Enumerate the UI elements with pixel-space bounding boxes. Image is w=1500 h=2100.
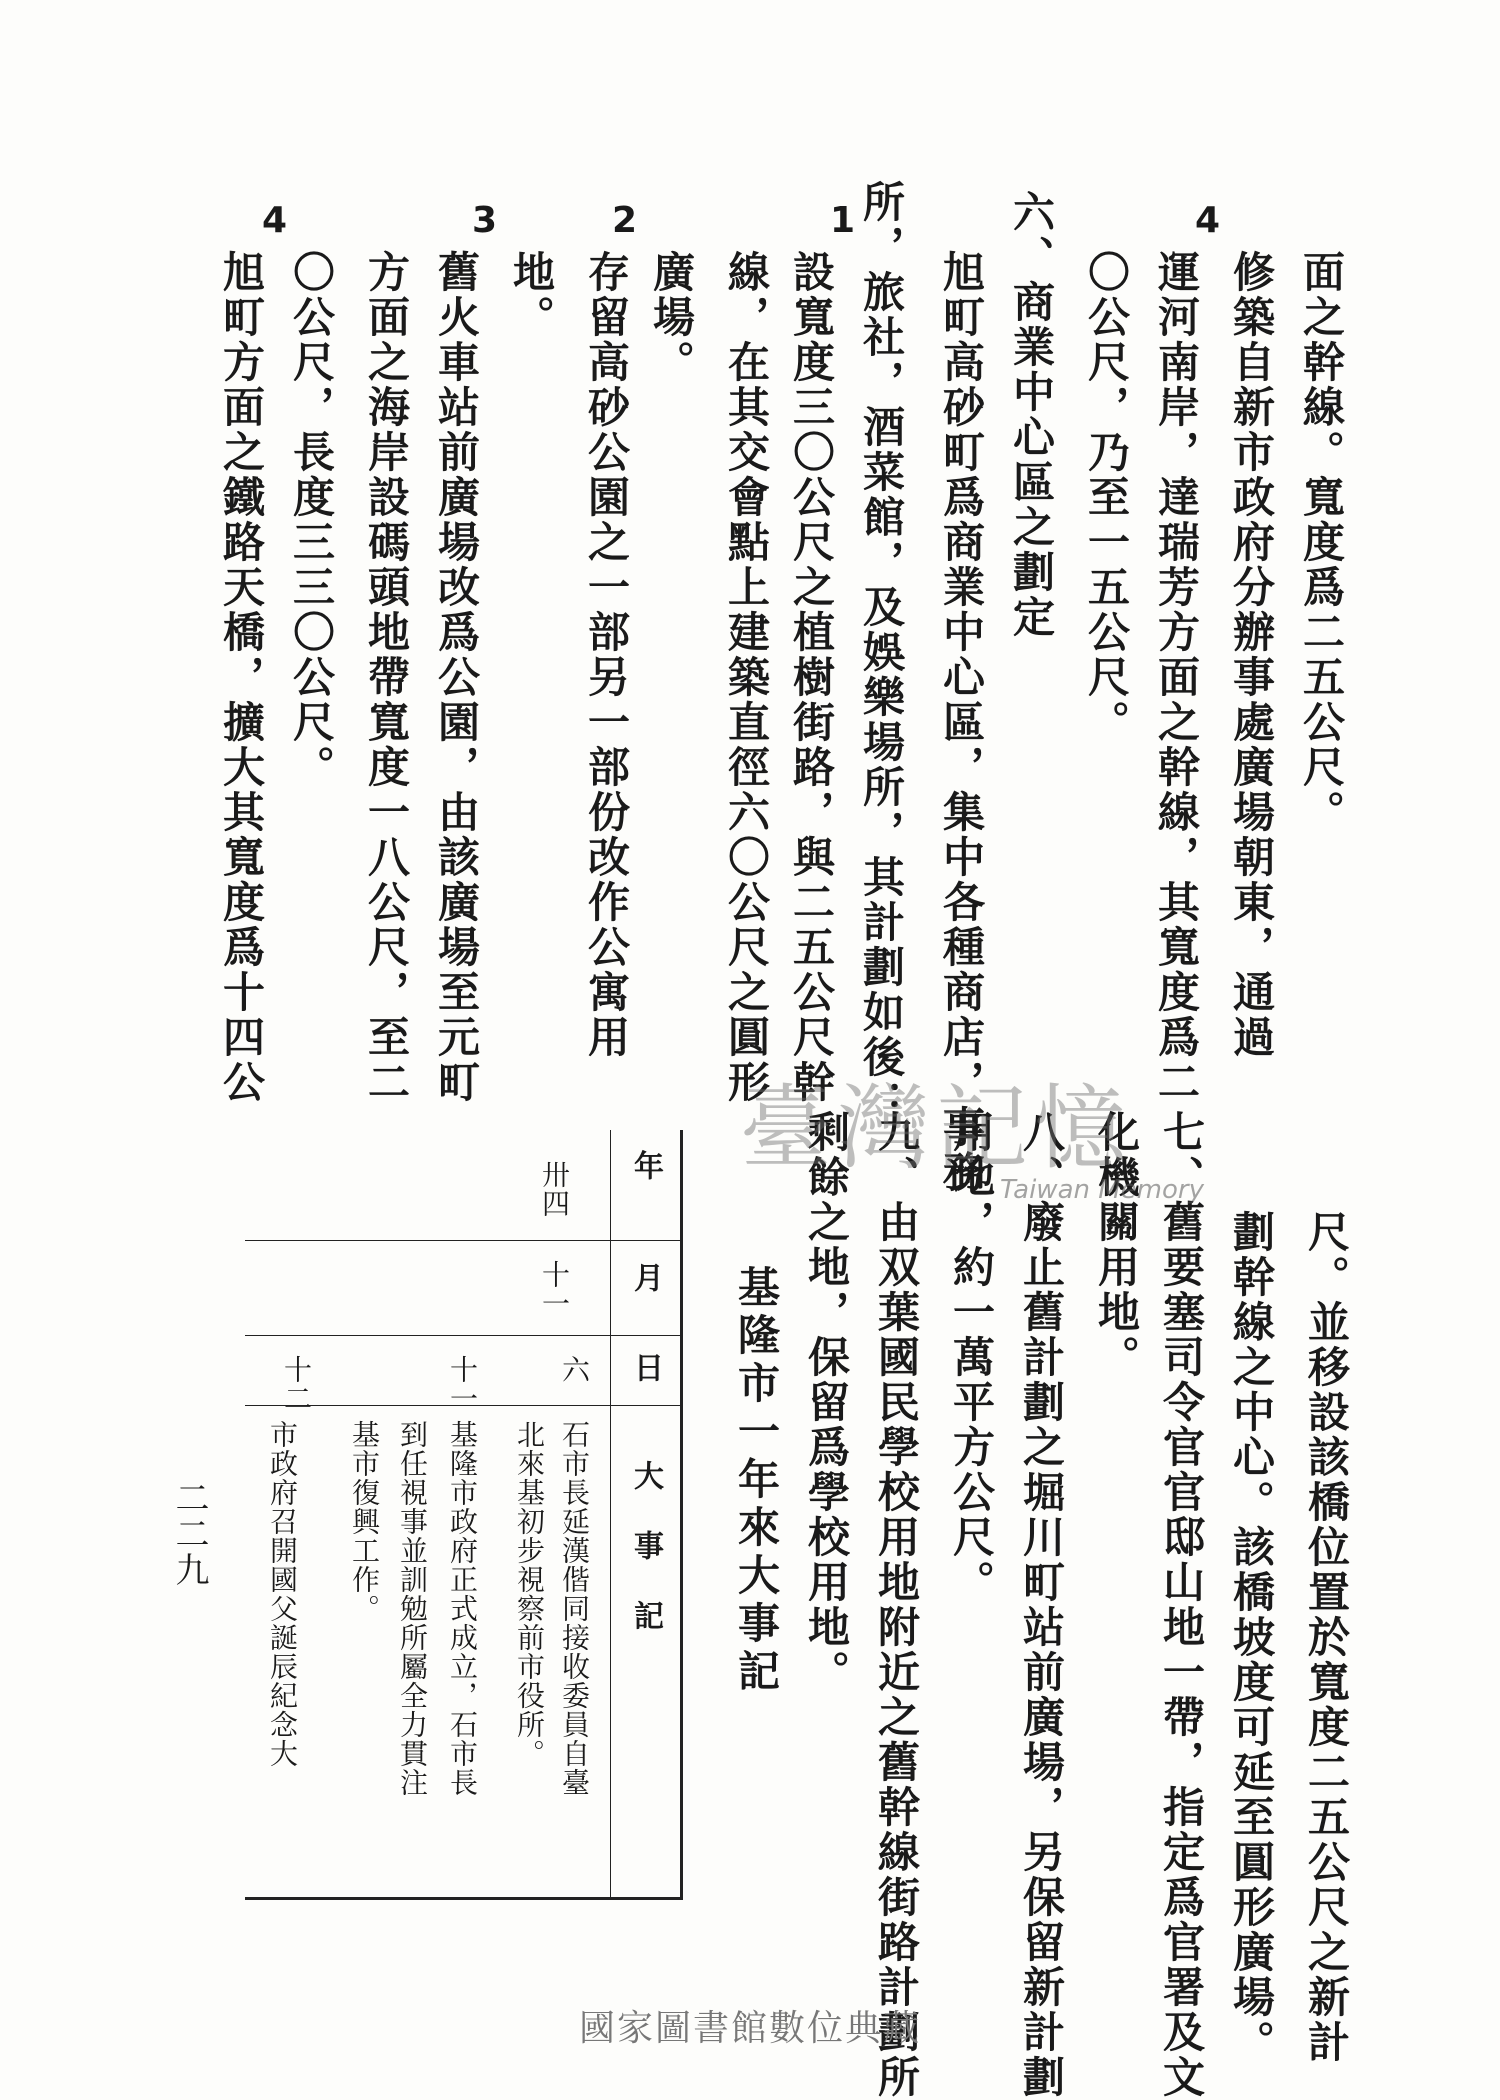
text-column: 地。 <box>507 250 556 340</box>
table-rule <box>245 1335 681 1336</box>
text-column: 化機關用地。 <box>1092 1110 1141 1380</box>
table-rule <box>245 1240 681 1241</box>
table-header-event: 大事記 <box>628 1460 663 1670</box>
text-column: 運河南岸，達瑞芳方面之幹線，其寬度爲二 <box>1152 250 1201 1105</box>
page-number: 二二九 <box>169 1480 209 1588</box>
text-column: 九、由双葉國民學校用地附近之舊幹線街路計劃所 <box>872 1110 921 2100</box>
text-column: 尺。並移設該橋位置於寬度二五公尺之新計 <box>1302 1210 1351 2065</box>
table-cell-event: 基隆市政府正式成立，石市長 <box>446 1420 479 1797</box>
table-border-right <box>680 1130 683 1900</box>
watermark-subtext: Taiwan Memory <box>1000 1175 1204 1205</box>
text-column: 〇公尺，乃至一五公尺。 <box>1082 250 1131 745</box>
text-column: 七、舊要塞司令官官邸山地一帶，指定爲官署及文 <box>1157 1110 1206 2100</box>
text-column: 所，旅社，酒菜館，及娛樂場所，其計劃如後： <box>857 180 906 1125</box>
table-cell-event: 市政府召開國父誕辰紀念大 <box>266 1420 299 1768</box>
table-cell-event: 到任視事並訓勉所屬全力貫注 <box>396 1420 429 1797</box>
footer-credit: 國家圖書館數位典藏 <box>578 2008 921 2049</box>
section-heading: 六、商業中心區之劃定 <box>1007 190 1056 640</box>
item-number-2: 2 <box>612 200 638 241</box>
text-column: 舊火車站前廣場改爲公園，由該廣場至元町 <box>432 250 481 1105</box>
text-column: 八、廢止舊計劃之堀川町站前廣場，另保留新計劃 <box>1017 1110 1066 2100</box>
text-column: 旭町方面之鐵路天橋，擴大其寬度爲十四公 <box>217 250 266 1105</box>
text-column: 〇公尺，長度三三〇公尺。 <box>287 250 336 790</box>
table-header-year: 年 <box>628 1150 663 1181</box>
table-header-divider <box>610 1130 611 1898</box>
text-column: 方面之海岸設碼頭地帶寬度一八公尺，至二 <box>362 250 411 1105</box>
text-column: 修築自新市政府分辦事處廣場朝東，通過 <box>1227 250 1276 1060</box>
events-title: 基隆市一年來大事記 <box>732 1265 781 1697</box>
table-cell-event: 北來基初步視察前市役所。 <box>513 1420 546 1768</box>
table-header-month: 月 <box>628 1262 663 1293</box>
table-border-bottom <box>245 1897 683 1900</box>
text-column: 用地，約一萬平方公尺。 <box>947 1110 996 1605</box>
item-number-4b: 4 <box>262 200 288 241</box>
item-number-4: 4 <box>1195 200 1221 241</box>
table-cell-event: 石市長延漢偕同接收委員自臺 <box>558 1420 591 1797</box>
item-number-3: 3 <box>472 200 498 241</box>
text-column: 設寬度三〇公尺之植樹街路，與二五公尺幹 <box>787 250 836 1105</box>
table-cell-day: 六 <box>558 1355 591 1384</box>
table-header-day: 日 <box>628 1352 663 1383</box>
table-cell-month: 十一 <box>538 1260 571 1318</box>
text-column: 廣場。 <box>647 250 696 385</box>
item-number-1: 1 <box>830 200 856 241</box>
text-column: 面之幹線。寬度爲二五公尺。 <box>1297 250 1346 835</box>
table-cell-day: 十二 <box>280 1355 313 1413</box>
text-column: 旭町高砂町爲商業中心區，集中各種商店，事務 <box>937 250 986 1195</box>
table-cell-year: 卅四 <box>538 1160 571 1218</box>
text-column: 線，在其交會點上建築直徑六〇公尺之圓形 <box>722 250 771 1105</box>
watermark-logo: 臺灣記憶 <box>740 1075 1133 1182</box>
text-column: 存留高砂公園之一部另一部份改作公寓用 <box>582 250 631 1060</box>
table-cell-day: 十一 <box>446 1355 479 1413</box>
text-column: 剩餘之地，保留爲學校用地。 <box>802 1110 851 1695</box>
text-column: 劃幹線之中心。該橋坡度可延至圓形廣場。 <box>1227 1210 1276 2065</box>
table-cell-event: 基市復興工作。 <box>348 1420 381 1623</box>
